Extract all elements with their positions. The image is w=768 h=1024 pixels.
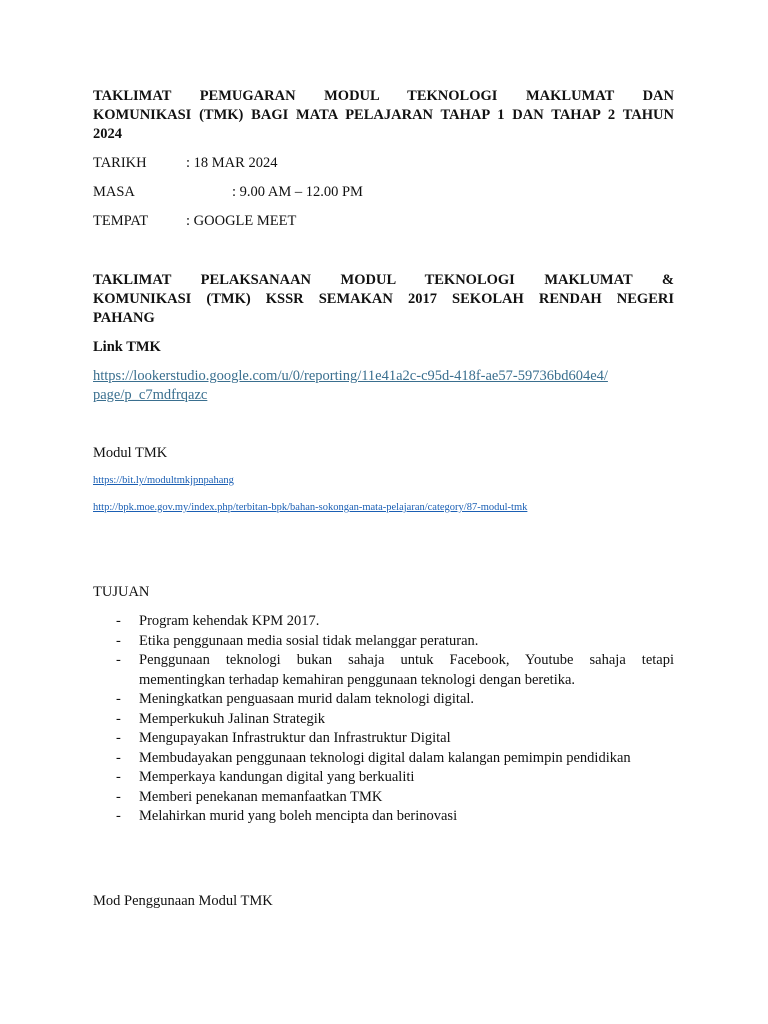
list-item-text: Melahirkan murid yang boleh mencipta dan berinovasi — [139, 808, 458, 824]
list-item-text: Mengupayakan Infrastruktur dan Infrastruktur Digital — [139, 730, 451, 746]
list-item-text-line: mementingkan terhadap kemahiran penggunaan teknologi dengan beretika. — [139, 671, 576, 688]
list-item-text: Meningkatkan penguasaan murid dalam teknologi digital. — [139, 691, 475, 707]
list-item-text-line: Penggunaan teknologi bukan sahaja untuk Facebook, Youtube sahaja tetapi — [139, 652, 674, 668]
list-bullet: - — [116, 749, 121, 766]
list-bullet: - — [116, 691, 121, 707]
list-bullet: - — [116, 652, 121, 668]
mod-penggunaan-heading: Mod Penggunaan Modul TMK — [93, 893, 273, 909]
briefing1-title-line: 2024 — [93, 126, 122, 142]
bitly-modul-link[interactable]: https://bit.ly/modultmkjpnpahang — [93, 475, 234, 486]
lookerstudio-link-line1[interactable]: https://lookerstudio.google.com/u/0/reporting/11e41a2c-c95d-418f-ae57-59736bd604e4/ — [93, 368, 608, 384]
list-item — [113, 612, 674, 632]
list-bullet: - — [116, 632, 121, 649]
list-item-text: Memperkaya kandungan digital yang berkualiti — [139, 769, 415, 785]
list-item — [113, 632, 674, 652]
list-bullet: - — [116, 710, 121, 727]
list-bullet: - — [116, 808, 121, 824]
list-item-text: Program kehendak KPM 2017. — [139, 613, 320, 629]
list-bullet: - — [116, 613, 121, 629]
list-item — [113, 690, 674, 710]
tujuan-heading: TUJUAN — [93, 584, 150, 600]
list-item-text — [139, 651, 674, 690]
link-tmk-heading: Link TMK — [93, 339, 161, 355]
list-bullet: - — [116, 730, 121, 746]
briefing1-title — [93, 87, 674, 144]
briefing2-title-line: TAKLIMAT PELAKSANAAN MODUL TEKNOLOGI MAKLUMAT & — [93, 272, 674, 288]
list-item — [113, 729, 674, 749]
list-bullet: - — [116, 788, 121, 805]
modul-tmk-heading: Modul TMK — [93, 445, 168, 461]
tempat-value: : GOOGLE MEET — [186, 213, 297, 229]
list-item-text: Memberi penekanan memanfaatkan TMK — [139, 788, 383, 805]
list-item — [113, 788, 674, 808]
lookerstudio-link-line2[interactable]: page/p_c7mdfrqazc — [93, 387, 208, 403]
list-item — [113, 710, 674, 730]
briefing2-title — [93, 271, 674, 328]
tarikh-label: TARIKH — [93, 155, 147, 171]
masa-label: MASA — [93, 184, 135, 200]
list-item — [113, 807, 674, 827]
briefing2-title-line: PAHANG — [93, 310, 155, 326]
list-item-text: Membudayakan penggunaan teknologi digital dalam kalangan pemimpin pendidikan — [139, 749, 631, 766]
list-item — [113, 651, 674, 690]
list-item — [113, 768, 674, 788]
briefing2-title-line: KOMUNIKASI (TMK) KSSR SEMAKAN 2017 SEKOLAH RENDAH NEGERI — [93, 291, 674, 307]
tujuan-list — [113, 612, 674, 827]
tarikh-value: : 18 MAR 2024 — [186, 155, 278, 171]
masa-value: : 9.00 AM – 12.00 PM — [232, 184, 363, 200]
list-bullet: - — [116, 769, 121, 785]
list-item-text: Memperkukuh Jalinan Strategik — [139, 710, 326, 727]
tempat-label: TEMPAT — [93, 213, 149, 229]
bpk-modul-link[interactable]: http://bpk.moe.gov.my/index.php/terbitan-bpk/bahan-sokongan-mata-pelajaran/category/87-modul-tmk — [93, 502, 528, 513]
list-item-text: Etika penggunaan media sosial tidak melanggar peraturan. — [139, 632, 479, 649]
list-item — [113, 749, 674, 769]
briefing1-title-line: KOMUNIKASI (TMK) BAGI MATA PELAJARAN TAHAP 1 DAN TAHAP 2 TAHUN — [93, 107, 674, 123]
briefing1-title-line: TAKLIMAT PEMUGARAN MODUL TEKNOLOGI MAKLUMAT DAN — [93, 88, 674, 104]
